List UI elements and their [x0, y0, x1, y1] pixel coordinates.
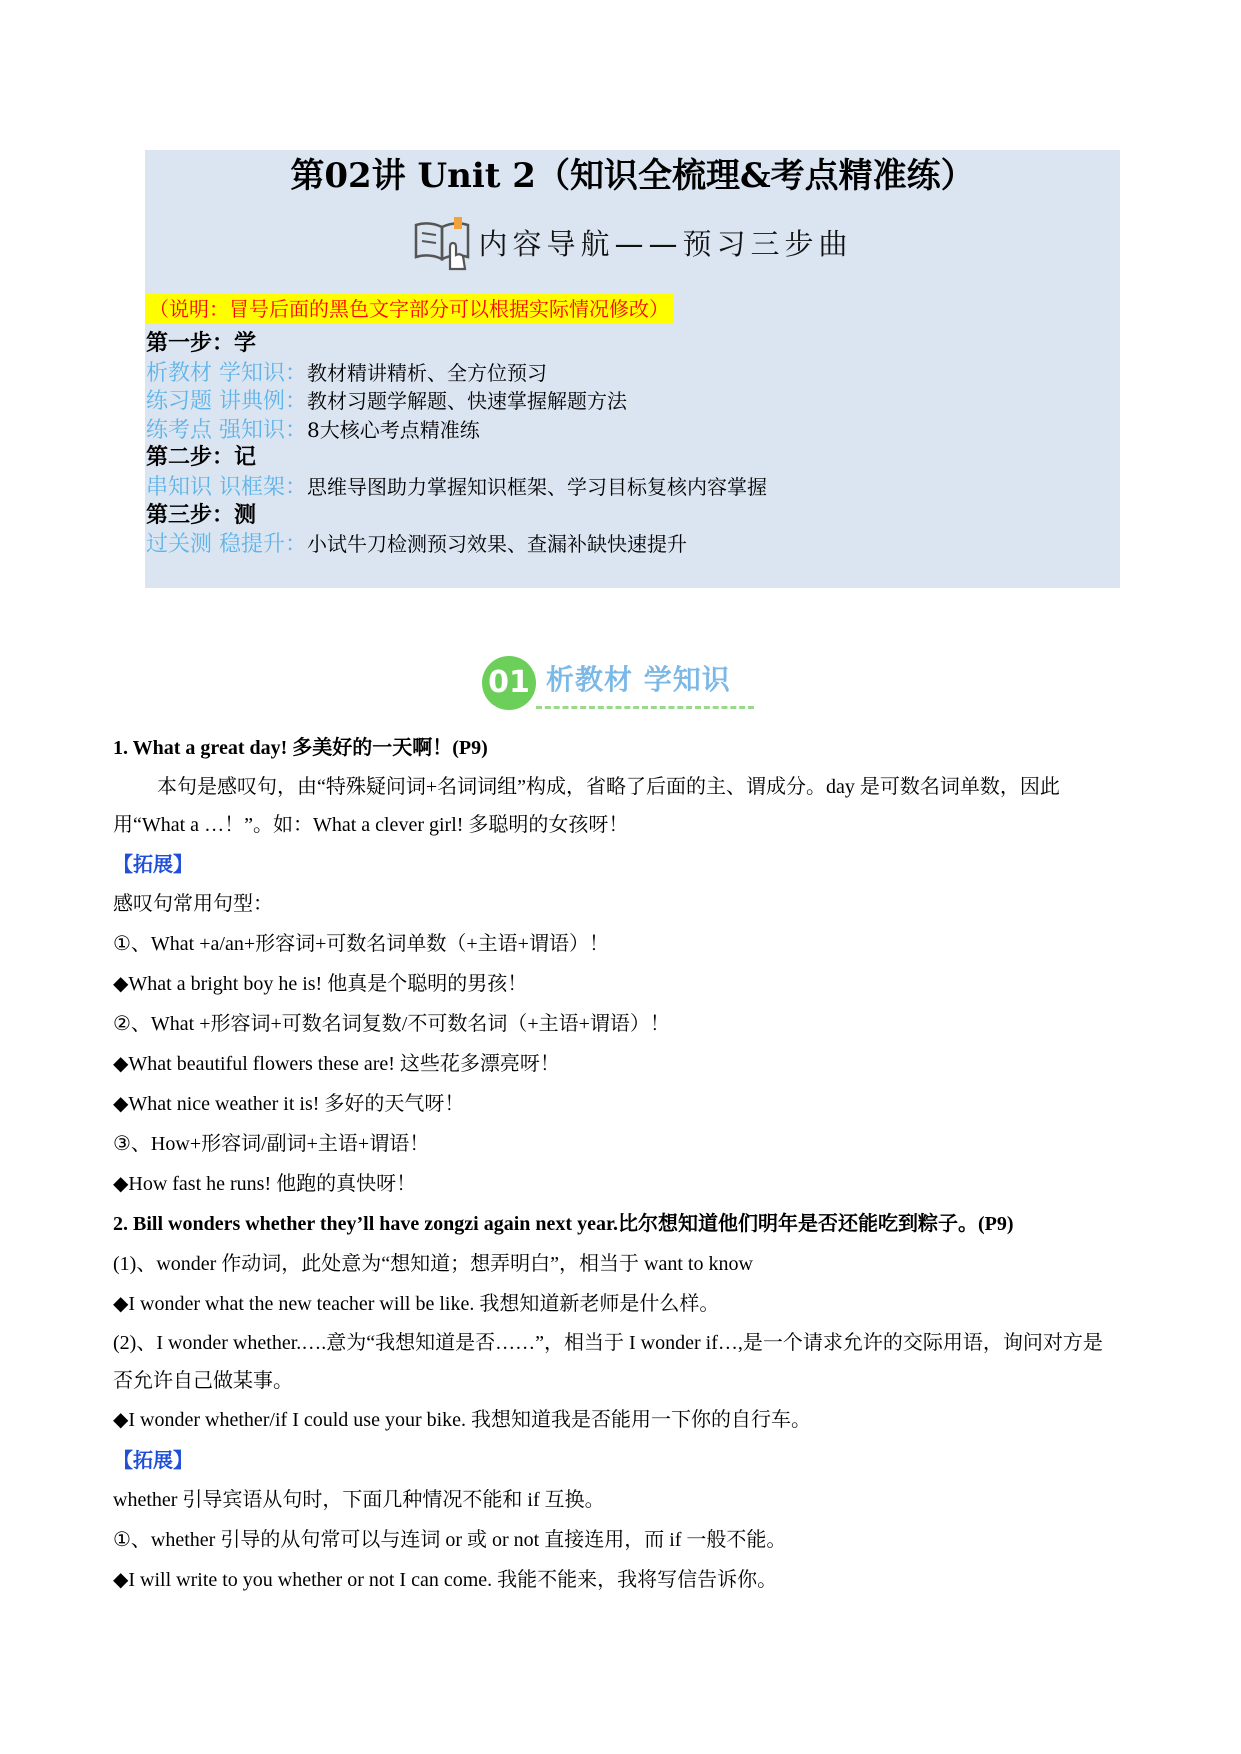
- step-item: [146, 473, 1106, 502]
- example-line: ◆What nice weather it is! 多好的天气呀！: [113, 1093, 465, 1115]
- step-2-heading: 第二步：记: [146, 445, 257, 471]
- section-number: 01: [482, 656, 536, 710]
- step-item-desc: 思维导图助力掌握知识框架、学习目标复核内容掌握: [307, 474, 767, 499]
- step-item: [146, 359, 1106, 388]
- step-1-heading: 第一步：学: [146, 331, 257, 356]
- explanation-line: ①、whether 引导的从句常可以与连词 or 或 or not 直接连用，而 if 一般不能。: [113, 1529, 787, 1551]
- explanation-line: (2)、I wonder whether.….意为“我想知道是否……”，相当于 I wonder if…,是一个请求允许的交际用语，询问对方是否允许自己做某事。: [113, 1332, 1103, 1392]
- step-item-key: 练考点 强知识：: [146, 417, 307, 443]
- step-item-desc: 8大核心考点精准练: [307, 417, 480, 442]
- pattern-line: ②、What +形容词+可数名词复数/不可数名词（+主语+谓语）！: [113, 1013, 670, 1035]
- lesson-content: [113, 728, 1118, 1600]
- example-line: ◆How fast he runs! 他跑的真快呀！: [113, 1173, 417, 1195]
- navigation-title: 内容导航——预习三步曲: [478, 226, 853, 261]
- example-line: ◆What beautiful flowers these are! 这些花多漂亮呀！: [113, 1053, 560, 1075]
- step-item: [146, 416, 1106, 445]
- point-1-intro: 感叹句常用句型：: [113, 893, 273, 915]
- expand-label: 【拓展】: [113, 852, 193, 876]
- point-1-title: 1. What a great day! 多美好的一天啊！(P9): [113, 737, 488, 759]
- section-badge: [482, 652, 758, 712]
- editing-note: （说明：冒号后面的黑色文字部分可以根据实际情况修改）: [145, 294, 673, 324]
- step-item: [146, 530, 1106, 559]
- step-item: [146, 387, 1106, 416]
- example-line: ◆I wonder whether/if I could use your bike. 我想知道我是否能用一下你的自行车。: [113, 1409, 812, 1431]
- point-2-title: 2. Bill wonders whether they’ll have zongzi again next year.比尔想知道他们明年是否还能吃到粽子。(P9): [113, 1213, 1014, 1235]
- expand-label: 【拓展】: [113, 1448, 193, 1472]
- point-1-body: 本句是感叹句，由“特殊疑问词+名词词组”构成，省略了后面的主、谓成分。day 是可数名词单数，因此用“What a …！”。如：What a clever girl! 多聪明的女孩呀！: [113, 776, 1060, 836]
- example-line: ◆What a bright boy he is! 他真是个聪明的男孩！: [113, 973, 528, 995]
- content-navigation: [145, 212, 1120, 272]
- step-item-desc: 教材习题学解题、快速掌握解题方法: [307, 389, 627, 414]
- book-hand-icon: [412, 213, 474, 271]
- pattern-line: ①、What +a/an+形容词+可数名词单数（+主语+谓语）！: [113, 933, 609, 955]
- pattern-line: ③、How+形容词/副词+主语+谓语！: [113, 1133, 430, 1155]
- page-title: 第02讲 Unit 2（知识全梳理&考点精准练）: [290, 156, 975, 196]
- section-underline: [536, 706, 754, 709]
- step-3-heading: 第三步：测: [146, 502, 257, 528]
- example-line: ◆I will write to you whether or not I can come. 我能不能来，我将写信告诉你。: [113, 1569, 778, 1591]
- steps-list: [146, 330, 1106, 559]
- step-item-desc: 小试牛刀检测预习效果、查漏补缺快速提升: [307, 532, 687, 557]
- step-item-key: 过关测 稳提升：: [146, 532, 307, 558]
- point-2-intro: whether 引导宾语从句时，下面几种情况不能和 if 互换。: [113, 1489, 605, 1511]
- example-line: ◆I wonder what the new teacher will be like. 我想知道新老师是什么样。: [113, 1293, 720, 1315]
- step-item-key: 练习题 讲典例：: [146, 389, 307, 415]
- section-title: 析教材 学知识: [546, 663, 731, 696]
- step-item-key: 析教材 学知识：: [146, 360, 307, 386]
- explanation-line: (1)、wonder 作动词，此处意为“想知道；想弄明白”，相当于 want to know: [113, 1253, 753, 1275]
- step-item-key: 串知识 识框架：: [146, 474, 307, 500]
- step-item-desc: 教材精讲精析、全方位预习: [307, 360, 547, 385]
